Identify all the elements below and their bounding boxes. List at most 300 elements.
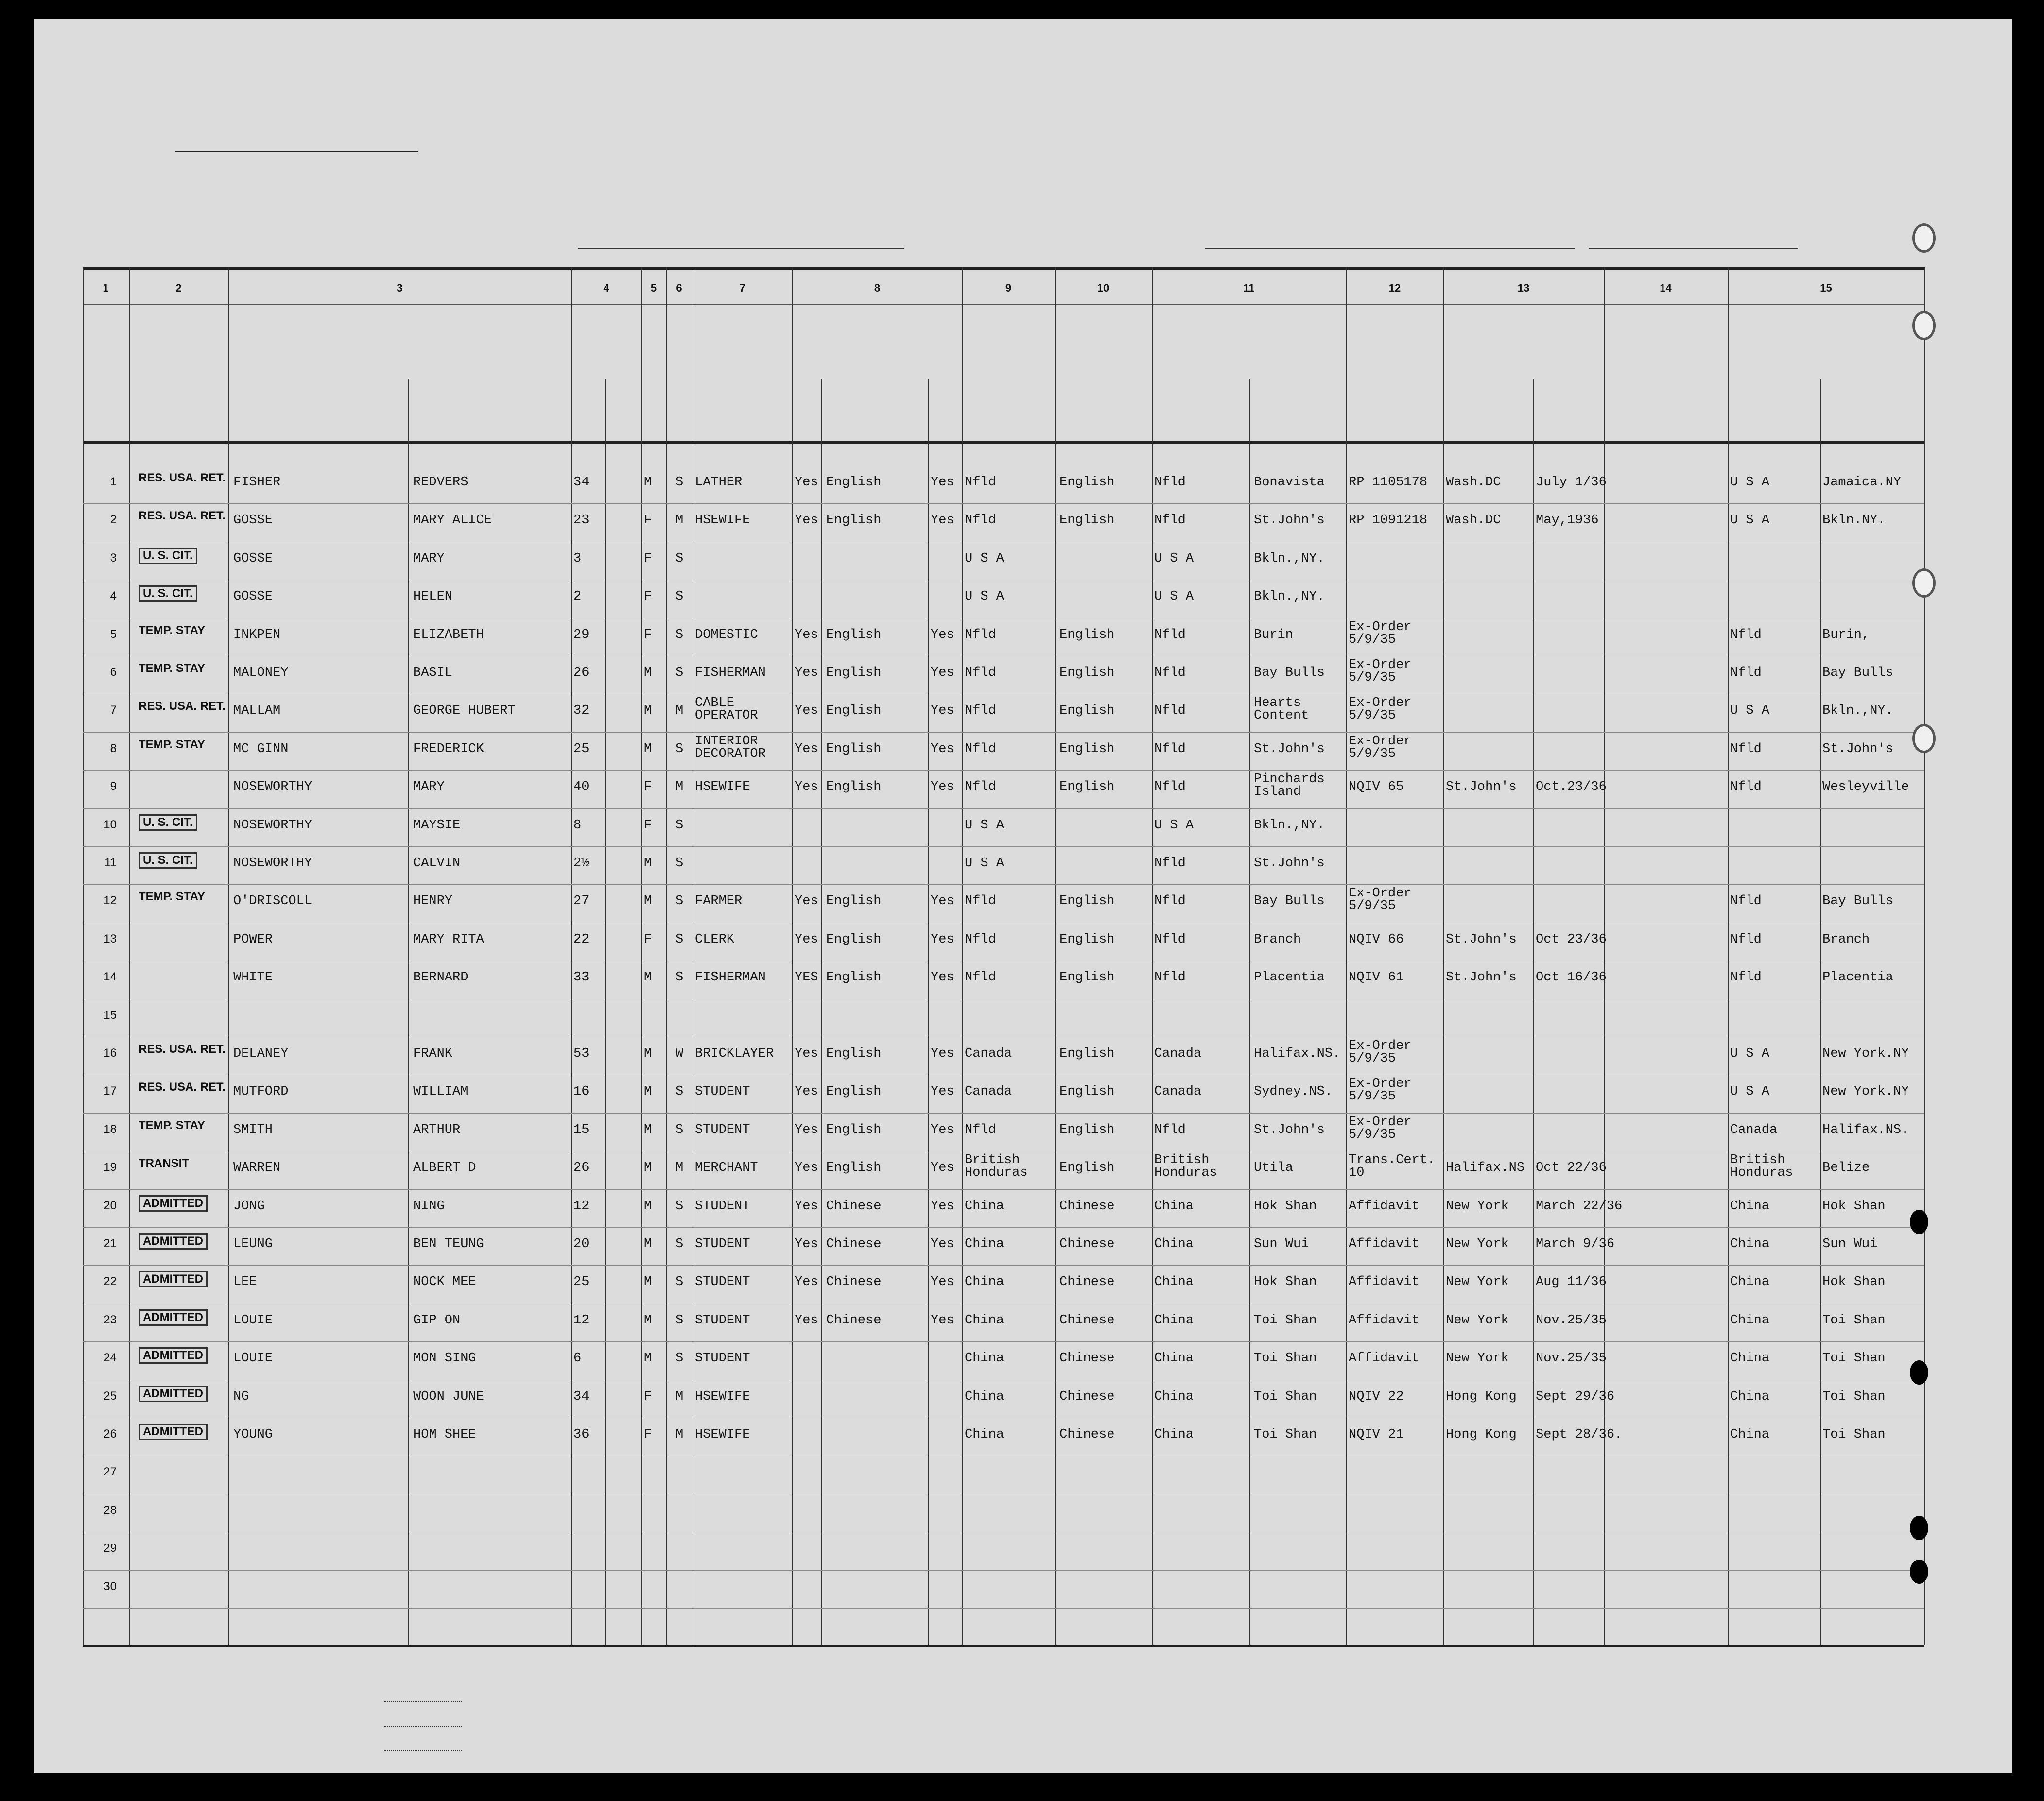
- cell-ms: S: [676, 1237, 684, 1252]
- cell-sex: F: [644, 589, 652, 604]
- row-number: 2: [110, 513, 117, 527]
- cell-write: Yes: [931, 475, 954, 490]
- cell-race: English: [1059, 475, 1115, 490]
- cell-sex: M: [644, 1313, 652, 1328]
- cell-family: NG: [233, 1389, 249, 1404]
- binder-hole: [1912, 568, 1936, 598]
- cell-rcountry: China: [1730, 1237, 1770, 1252]
- cell-yrs: 40: [573, 780, 589, 795]
- column-rule: [605, 379, 606, 1645]
- cell-occ: STUDENT: [695, 1199, 750, 1214]
- cell-given: WOON JUNE: [413, 1389, 484, 1404]
- row-number: 5: [110, 627, 117, 641]
- head-tax-status: RES. USA. RET.: [139, 700, 225, 713]
- cell-ms: S: [676, 741, 684, 756]
- column-number: 6: [676, 282, 682, 294]
- cell-place: New York: [1446, 1237, 1509, 1252]
- cell-bcountry: Nfld: [1154, 513, 1186, 528]
- cell-bcity: Toi Shan: [1254, 1351, 1317, 1366]
- cell-lang: English: [826, 513, 882, 528]
- cell-family: GOSSE: [233, 513, 273, 528]
- binder-hole: [1910, 1210, 1928, 1234]
- cell-nat: Nfld: [965, 666, 996, 680]
- cell-visa: RP 1091218: [1349, 513, 1428, 528]
- column-number: 14: [1660, 282, 1672, 294]
- cell-nat: Nfld: [965, 894, 996, 909]
- cell-family: O'DRISCOLL: [233, 894, 312, 909]
- cell-bcity: St.John's: [1254, 741, 1325, 756]
- cell-place: St.John's: [1446, 780, 1517, 795]
- row-number: 23: [104, 1313, 117, 1326]
- colnum-rule: [83, 304, 1924, 305]
- cell-yrs: 53: [573, 1046, 589, 1061]
- cell-family: WARREN: [233, 1161, 281, 1176]
- cell-yrs: 12: [573, 1199, 589, 1214]
- cell-yrs: 29: [573, 627, 589, 642]
- cell-ms: M: [676, 1161, 684, 1176]
- cell-occ: STUDENT: [695, 1313, 750, 1328]
- head-tax-status: ADMITTED: [139, 1347, 208, 1364]
- column-number: 4: [603, 282, 609, 294]
- column-rule: [1346, 267, 1347, 1645]
- cell-write: Yes: [931, 894, 954, 909]
- cell-date: May,1936: [1536, 513, 1599, 528]
- cell-visa: Affidavit: [1349, 1237, 1420, 1252]
- cell-lang: English: [826, 627, 882, 642]
- row-number: 16: [104, 1046, 117, 1060]
- row-number: 30: [104, 1579, 117, 1593]
- cell-lang: English: [826, 475, 882, 490]
- cell-occ: HSEWIFE: [695, 1389, 750, 1404]
- cell-sex: F: [644, 1389, 652, 1404]
- cell-write: Yes: [931, 666, 954, 680]
- column-rule: [1533, 379, 1534, 1645]
- cell-ms: S: [676, 818, 684, 833]
- cell-bcity: Hok Shan: [1254, 1199, 1317, 1214]
- cell-bcountry: Nfld: [1154, 741, 1186, 756]
- cell-race: Chinese: [1059, 1351, 1115, 1366]
- cell-given: GEORGE HUBERT: [413, 703, 516, 719]
- list-underline: [175, 151, 418, 152]
- cell-write: Yes: [931, 1237, 954, 1252]
- cell-visa: NQIV 66: [1349, 932, 1404, 947]
- cell-nat: Nfld: [965, 970, 996, 985]
- cell-occ: STUDENT: [695, 1084, 750, 1099]
- port-underline: [1205, 248, 1575, 249]
- table-top-rule: [83, 267, 1924, 270]
- cell-rcity: Toi Shan: [1822, 1427, 1886, 1442]
- column-rule: [792, 267, 793, 1645]
- cell-lang: English: [826, 1161, 882, 1176]
- cell-rcountry: China: [1730, 1275, 1770, 1290]
- cell-ms: S: [676, 970, 684, 985]
- row-rule: [83, 732, 1924, 733]
- cell-yrs: 15: [573, 1122, 589, 1137]
- cell-date: Aug 11/36: [1536, 1275, 1607, 1290]
- cell-date: Oct.23/36: [1536, 780, 1607, 795]
- row-number: 11: [104, 856, 117, 869]
- cell-occ: FISHERMAN: [695, 666, 766, 680]
- cell-bcity: Bkln.,NY.: [1254, 818, 1325, 833]
- cell-place: Wash.DC: [1446, 475, 1501, 490]
- cell-rcity: New York.NY: [1822, 1084, 1909, 1099]
- cell-sex: M: [644, 894, 652, 909]
- cell-bcountry: Nfld: [1154, 1122, 1186, 1137]
- cell-sex: M: [644, 741, 652, 756]
- cell-date: Nov.25/35: [1536, 1313, 1607, 1328]
- cell-family: POWER: [233, 932, 273, 947]
- cell-bcountry: China: [1154, 1199, 1194, 1214]
- cell-occ: STUDENT: [695, 1275, 750, 1290]
- binder-hole: [1912, 311, 1936, 340]
- cell-given: CALVIN: [413, 856, 461, 871]
- cell-ms: S: [676, 589, 684, 604]
- cell-yrs: 2: [573, 589, 582, 604]
- cell-visa: Ex-Order 5/9/35: [1349, 1115, 1412, 1142]
- cell-race: English: [1059, 780, 1115, 795]
- cell-rcountry: U S A: [1730, 513, 1770, 528]
- cell-ms: S: [676, 894, 684, 909]
- date-underline: [1589, 248, 1798, 249]
- cell-rcountry: China: [1730, 1389, 1770, 1404]
- row-rule: [83, 846, 1924, 847]
- cell-nat: Canada: [965, 1084, 1012, 1099]
- cell-race: Chinese: [1059, 1199, 1115, 1214]
- cell-sex: F: [644, 780, 652, 795]
- cell-rcity: Bay Bulls: [1822, 894, 1893, 909]
- column-rule: [408, 379, 409, 1645]
- column-rule: [666, 267, 667, 1645]
- cell-yrs: 22: [573, 932, 589, 947]
- cell-lang: Chinese: [826, 1237, 882, 1252]
- cell-race: Chinese: [1059, 1427, 1115, 1442]
- cell-nat: China: [965, 1389, 1005, 1404]
- cell-family: LOUIE: [233, 1351, 273, 1366]
- row-rule: [83, 1265, 1924, 1266]
- cell-given: FREDERICK: [413, 741, 484, 756]
- table-bottom-rule: [83, 1645, 1924, 1647]
- header-bottom-rule: [83, 441, 1924, 444]
- cell-yrs: 2½: [573, 856, 589, 871]
- cell-place: New York: [1446, 1351, 1509, 1366]
- cell-race: English: [1059, 513, 1115, 528]
- cell-yrs: 20: [573, 1237, 589, 1252]
- cell-occ: FARMER: [695, 894, 743, 909]
- cell-family: JONG: [233, 1199, 265, 1214]
- row-number: 7: [110, 703, 117, 717]
- head-tax-status: TEMP. STAY: [139, 890, 205, 904]
- cell-given: FRANK: [413, 1046, 453, 1061]
- cell-sex: F: [644, 513, 652, 528]
- binder-hole: [1912, 724, 1936, 753]
- cell-bcity: Burin: [1254, 627, 1294, 642]
- column-rule: [129, 267, 130, 1645]
- cell-nat: Nfld: [965, 475, 996, 490]
- cell-rcity: Bkln.NY.: [1822, 513, 1886, 528]
- cell-rcity: Belize: [1822, 1161, 1870, 1176]
- cell-bcity: Hok Shan: [1254, 1275, 1317, 1290]
- cell-read: Yes: [795, 1199, 818, 1214]
- column-number: 9: [1005, 282, 1012, 294]
- cell-read: Yes: [795, 1084, 818, 1099]
- cell-bcity: Placentia: [1254, 970, 1325, 985]
- cell-sex: M: [644, 1161, 652, 1176]
- cell-family: LEE: [233, 1275, 257, 1290]
- cell-race: English: [1059, 894, 1115, 909]
- cell-date: March 9/36: [1536, 1237, 1615, 1252]
- cell-visa: NQIV 22: [1349, 1389, 1404, 1404]
- row-rule: [83, 884, 1924, 885]
- cell-occ: BRICKLAYER: [695, 1046, 774, 1061]
- cell-visa: NQIV 65: [1349, 780, 1404, 795]
- cell-yrs: 25: [573, 741, 589, 756]
- cell-write: Yes: [931, 780, 954, 795]
- cell-yrs: 34: [573, 475, 589, 490]
- cell-bcity: Hearts Content: [1254, 696, 1309, 723]
- cell-bcountry: Canada: [1154, 1046, 1202, 1061]
- column-number: 3: [397, 282, 403, 294]
- cell-bcity: Bkln.,NY.: [1254, 551, 1325, 566]
- cell-visa: Trans.Cert. 10: [1349, 1153, 1436, 1181]
- cell-ms: S: [676, 627, 684, 642]
- cell-lang: English: [826, 970, 882, 985]
- cell-given: MARY ALICE: [413, 513, 492, 528]
- cell-visa: Ex-Order 5/9/35: [1349, 696, 1412, 723]
- cell-place: Wash.DC: [1446, 513, 1501, 528]
- cell-given: WILLIAM: [413, 1084, 468, 1099]
- cell-bcountry: China: [1154, 1351, 1194, 1366]
- cell-rcity: St.John's: [1822, 741, 1893, 756]
- head-tax-status: TEMP. STAY: [139, 623, 205, 637]
- cell-yrs: 34: [573, 1389, 589, 1404]
- cell-bcountry: Nfld: [1154, 627, 1186, 642]
- cell-visa: Affidavit: [1349, 1275, 1420, 1290]
- cell-occ: HSEWIFE: [695, 780, 750, 795]
- cell-rcity: Placentia: [1822, 970, 1893, 985]
- cell-race: English: [1059, 1046, 1115, 1061]
- cell-race: English: [1059, 932, 1115, 947]
- cell-read: YES: [795, 970, 818, 985]
- cell-bcountry: China: [1154, 1275, 1194, 1290]
- cell-occ: STUDENT: [695, 1237, 750, 1252]
- cell-nat: China: [965, 1237, 1005, 1252]
- column-rule: [821, 379, 822, 1645]
- column-number: 1: [103, 282, 109, 294]
- column-rule: [571, 267, 572, 1645]
- cell-bcity: St.John's: [1254, 1122, 1325, 1137]
- head-tax-status: U. S. CIT.: [139, 814, 197, 831]
- row-rule: [83, 1189, 1924, 1190]
- cell-nat: U S A: [965, 856, 1005, 871]
- cell-yrs: 12: [573, 1313, 589, 1328]
- column-number: 8: [874, 282, 881, 294]
- cell-occ: STUDENT: [695, 1122, 750, 1137]
- cell-bcountry: Nfld: [1154, 894, 1186, 909]
- column-number: 13: [1517, 282, 1530, 294]
- row-number: 22: [104, 1275, 117, 1288]
- cell-rcountry: China: [1730, 1427, 1770, 1442]
- cell-write: Yes: [931, 1161, 954, 1176]
- cell-visa: RP 1105178: [1349, 475, 1428, 490]
- cell-bcountry: Nfld: [1154, 970, 1186, 985]
- cell-ms: M: [676, 1389, 684, 1404]
- cell-write: Yes: [931, 932, 954, 947]
- cell-bcity: Bkln.,NY.: [1254, 589, 1325, 604]
- cell-nat: China: [965, 1427, 1005, 1442]
- cell-rcity: Halifax.NS.: [1822, 1122, 1909, 1137]
- cell-nat: British Honduras: [965, 1153, 1028, 1181]
- head-tax-status: RES. USA. RET.: [139, 471, 225, 484]
- row-number: 9: [110, 780, 117, 793]
- cell-family: MC GINN: [233, 741, 289, 756]
- row-number: 20: [104, 1199, 117, 1212]
- cell-yrs: 23: [573, 513, 589, 528]
- column-number: 12: [1388, 282, 1401, 294]
- cell-rcity: New York.NY: [1822, 1046, 1909, 1061]
- cell-rcountry: Nfld: [1730, 780, 1762, 795]
- column-number: 2: [175, 282, 182, 294]
- cell-race: English: [1059, 666, 1115, 680]
- row-rule: [83, 808, 1924, 809]
- head-tax-status: U. S. CIT.: [139, 548, 197, 564]
- row-number: 10: [104, 818, 117, 831]
- cell-family: LOUIE: [233, 1313, 273, 1328]
- cell-date: March 22/36: [1536, 1199, 1623, 1214]
- head-tax-status: ADMITTED: [139, 1309, 208, 1326]
- cell-yrs: 3: [573, 551, 582, 566]
- cell-write: Yes: [931, 1122, 954, 1137]
- column-rule: [1924, 267, 1925, 1645]
- column-number: 10: [1097, 282, 1109, 294]
- cell-given: ALBERT D: [413, 1161, 476, 1176]
- cell-visa: Ex-Order 5/9/35: [1349, 1039, 1412, 1066]
- cell-date: Oct 23/36: [1536, 932, 1607, 947]
- cell-ms: S: [676, 1199, 684, 1214]
- cell-rcountry: Nfld: [1730, 932, 1762, 947]
- cell-rcity: Wesleyville: [1822, 780, 1909, 795]
- cell-lang: English: [826, 932, 882, 947]
- cell-ms: S: [676, 932, 684, 947]
- column-rule: [83, 267, 84, 1645]
- cell-yrs: 25: [573, 1275, 589, 1290]
- cell-yrs: 27: [573, 894, 589, 909]
- cell-sex: M: [644, 666, 652, 680]
- cell-yrs: 6: [573, 1351, 582, 1366]
- row-rule: [83, 1113, 1924, 1114]
- row-rule: [83, 770, 1924, 771]
- cell-sex: M: [644, 703, 652, 719]
- cell-bcountry: British Honduras: [1154, 1153, 1217, 1181]
- cell-lang: English: [826, 894, 882, 909]
- cell-write: Yes: [931, 513, 954, 528]
- cell-bcity: St.John's: [1254, 513, 1325, 528]
- head-tax-status: RES. USA. RET.: [139, 1081, 225, 1094]
- cell-bcity: Pinchards Island: [1254, 772, 1325, 800]
- row-number: 14: [104, 970, 117, 984]
- cell-ms: M: [676, 1427, 684, 1442]
- cell-rcountry: U S A: [1730, 475, 1770, 490]
- cell-family: NOSEWORTHY: [233, 780, 312, 795]
- cell-sex: F: [644, 818, 652, 833]
- cell-bcity: Bay Bulls: [1254, 894, 1325, 909]
- row-number: 15: [104, 1008, 117, 1022]
- cell-lang: English: [826, 1046, 882, 1061]
- head-tax-status: TEMP. STAY: [139, 662, 205, 675]
- column-rule: [962, 267, 963, 1645]
- cell-bcountry: Nfld: [1154, 666, 1186, 680]
- cell-rcountry: Nfld: [1730, 741, 1762, 756]
- row-rule: [83, 1570, 1924, 1571]
- cell-nat: China: [965, 1313, 1005, 1328]
- cell-lang: English: [826, 666, 882, 680]
- column-rule: [928, 379, 929, 1645]
- cell-sex: F: [644, 932, 652, 947]
- cell-bcity: Branch: [1254, 932, 1301, 947]
- cell-rcity: Jamaica.NY: [1822, 475, 1902, 490]
- cell-bcountry: U S A: [1154, 818, 1194, 833]
- cell-write: Yes: [931, 1084, 954, 1099]
- cell-nat: U S A: [965, 589, 1005, 604]
- row-number: 1: [110, 475, 117, 488]
- row-number: 24: [104, 1351, 117, 1365]
- head-tax-status: TEMP. STAY: [139, 738, 205, 751]
- cell-ms: M: [676, 513, 684, 528]
- cell-family: MUTFORD: [233, 1084, 289, 1099]
- row-number: 3: [110, 551, 117, 565]
- cell-yrs: 26: [573, 1161, 589, 1176]
- column-rule: [641, 267, 642, 1645]
- head-tax-status: ADMITTED: [139, 1386, 208, 1402]
- cell-rcountry: Nfld: [1730, 970, 1762, 985]
- cell-read: Yes: [795, 1122, 818, 1137]
- row-rule: [83, 1608, 1924, 1609]
- cell-nat: U S A: [965, 551, 1005, 566]
- cell-write: Yes: [931, 1046, 954, 1061]
- cell-yrs: 33: [573, 970, 589, 985]
- cell-nat: Canada: [965, 1046, 1012, 1061]
- cell-bcountry: Nfld: [1154, 932, 1186, 947]
- cell-rcountry: China: [1730, 1199, 1770, 1214]
- cell-nat: U S A: [965, 818, 1005, 833]
- cell-rcity: Toi Shan: [1822, 1313, 1886, 1328]
- cell-yrs: 8: [573, 818, 582, 833]
- us-citizens-line: [384, 1726, 462, 1728]
- cell-read: Yes: [795, 475, 818, 490]
- column-number: 11: [1243, 282, 1255, 294]
- column-number: 5: [650, 282, 657, 294]
- cell-occ: CABLE OPERATOR: [695, 696, 758, 723]
- cell-race: Chinese: [1059, 1275, 1115, 1290]
- cell-place: New York: [1446, 1275, 1509, 1290]
- cell-place: Hong Kong: [1446, 1427, 1517, 1442]
- row-number: 6: [110, 666, 117, 679]
- cell-family: MALONEY: [233, 666, 289, 680]
- column-number: 7: [739, 282, 745, 294]
- head-tax-status: U. S. CIT.: [139, 852, 197, 869]
- row-number: 19: [104, 1161, 117, 1174]
- cell-nat: Nfld: [965, 627, 996, 642]
- cell-race: English: [1059, 1161, 1115, 1176]
- cell-write: Yes: [931, 1199, 954, 1214]
- cell-ms: W: [676, 1046, 684, 1061]
- cell-rcountry: British Honduras: [1730, 1153, 1793, 1181]
- cell-date: Oct 16/36: [1536, 970, 1607, 985]
- cell-family: GOSSE: [233, 589, 273, 604]
- column-rule: [1152, 267, 1153, 1645]
- cell-nat: Nfld: [965, 513, 996, 528]
- cell-race: English: [1059, 703, 1115, 719]
- cell-rcountry: U S A: [1730, 1046, 1770, 1061]
